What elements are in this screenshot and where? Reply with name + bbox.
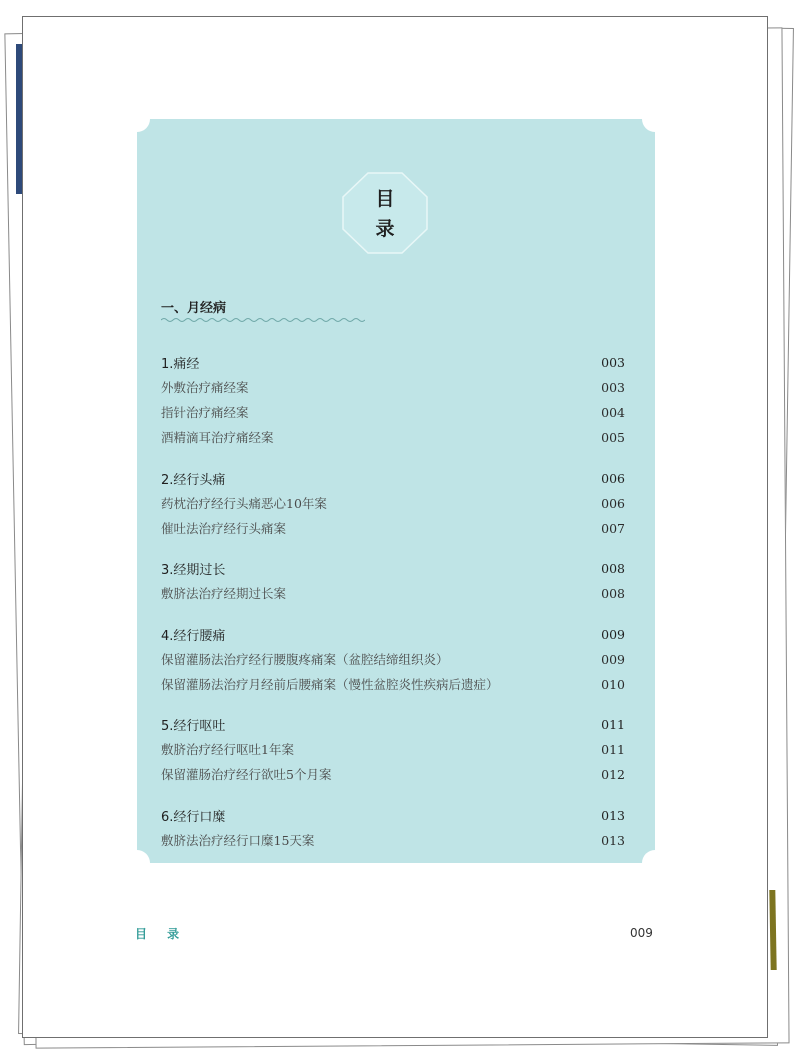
- entry-page-number: 006: [601, 495, 625, 511]
- entry-page-number: 004: [601, 404, 625, 420]
- toc-category-row[interactable]: [161, 805, 625, 825]
- entry-label: 5.经行呕吐: [161, 718, 226, 734]
- toc-category-row[interactable]: [161, 468, 625, 488]
- entry-label: 2.经行头痛: [161, 472, 226, 488]
- entry-page-number: 013: [601, 832, 625, 848]
- entry-label: 3.经期过长: [161, 562, 226, 578]
- toc-entry-row[interactable]: [161, 764, 625, 784]
- entry-label: 药枕治疗经行头痛恶心10年案: [161, 496, 327, 511]
- toc-title-badge: [342, 172, 428, 254]
- toc-category-row[interactable]: [161, 558, 625, 578]
- toc-entry-row[interactable]: [161, 402, 625, 422]
- entry-page-number: 011: [601, 716, 625, 732]
- toc-entry-row[interactable]: [161, 377, 625, 397]
- entry-page-number: 009: [601, 651, 625, 667]
- entry-label: 保留灌肠治疗经行欲吐5个月案: [161, 767, 332, 782]
- entry-page-number: 013: [601, 807, 625, 823]
- book-page: [22, 16, 768, 1038]
- toc-entry-row[interactable]: [161, 674, 625, 694]
- entry-label: 指针治疗痛经案: [161, 405, 249, 420]
- toc-entry-row[interactable]: [161, 649, 625, 669]
- entry-label: 酒精滴耳治疗痛经案: [161, 430, 274, 445]
- toc-entry-row[interactable]: [161, 493, 625, 513]
- entry-label: 催吐法治疗经行头痛案: [161, 521, 287, 536]
- toc-title-char: 录: [375, 218, 395, 240]
- entry-page-number: 007: [601, 520, 625, 536]
- section-heading: 一、月经病: [161, 301, 227, 316]
- wave-divider: [161, 316, 365, 324]
- toc-entry-row[interactable]: [161, 583, 625, 603]
- entry-page-number: 003: [601, 354, 625, 370]
- entry-label: 外敷治疗痛经案: [161, 380, 249, 395]
- entry-label: 敷脐法治疗经期过长案: [161, 586, 287, 601]
- toc-entry-row[interactable]: [161, 830, 625, 850]
- entry-page-number: 006: [601, 470, 625, 486]
- entry-label: 敷脐法治疗经行口糜15天案: [161, 833, 315, 848]
- entry-label: 敷脐治疗经行呕吐1年案: [161, 742, 294, 757]
- entry-page-number: 008: [601, 585, 625, 601]
- toc-entry-row[interactable]: [161, 427, 625, 447]
- footer-page-number: 009: [630, 926, 653, 940]
- entry-page-number: 009: [601, 626, 625, 642]
- entry-label: 保留灌肠法治疗月经前后腰痛案（慢性盆腔炎性疾病后遗症）: [161, 677, 499, 692]
- entry-label: 6.经行口糜: [161, 809, 226, 825]
- entry-page-number: 008: [601, 560, 625, 576]
- toc-category-row[interactable]: [161, 714, 625, 734]
- entry-page-number: 010: [601, 676, 625, 692]
- entry-page-number: 011: [601, 741, 625, 757]
- toc-category-row[interactable]: [161, 624, 625, 644]
- toc-entry-row[interactable]: [161, 739, 625, 759]
- entry-label: 1.痛经: [161, 356, 200, 372]
- toc-title-char: 目: [375, 188, 395, 210]
- toc-entry-row[interactable]: [161, 518, 625, 538]
- entry-page-number: 005: [601, 429, 625, 445]
- entry-page-number: 012: [601, 766, 625, 782]
- footer-running-title: 目 录: [135, 927, 188, 941]
- toc-panel: [137, 119, 655, 863]
- toc-category-row[interactable]: [161, 352, 625, 372]
- entry-page-number: 003: [601, 379, 625, 395]
- entry-label: 4.经行腰痛: [161, 628, 226, 644]
- entry-label: 保留灌肠法治疗经行腰腹疼痛案（盆腔结缔组织炎）: [161, 652, 449, 667]
